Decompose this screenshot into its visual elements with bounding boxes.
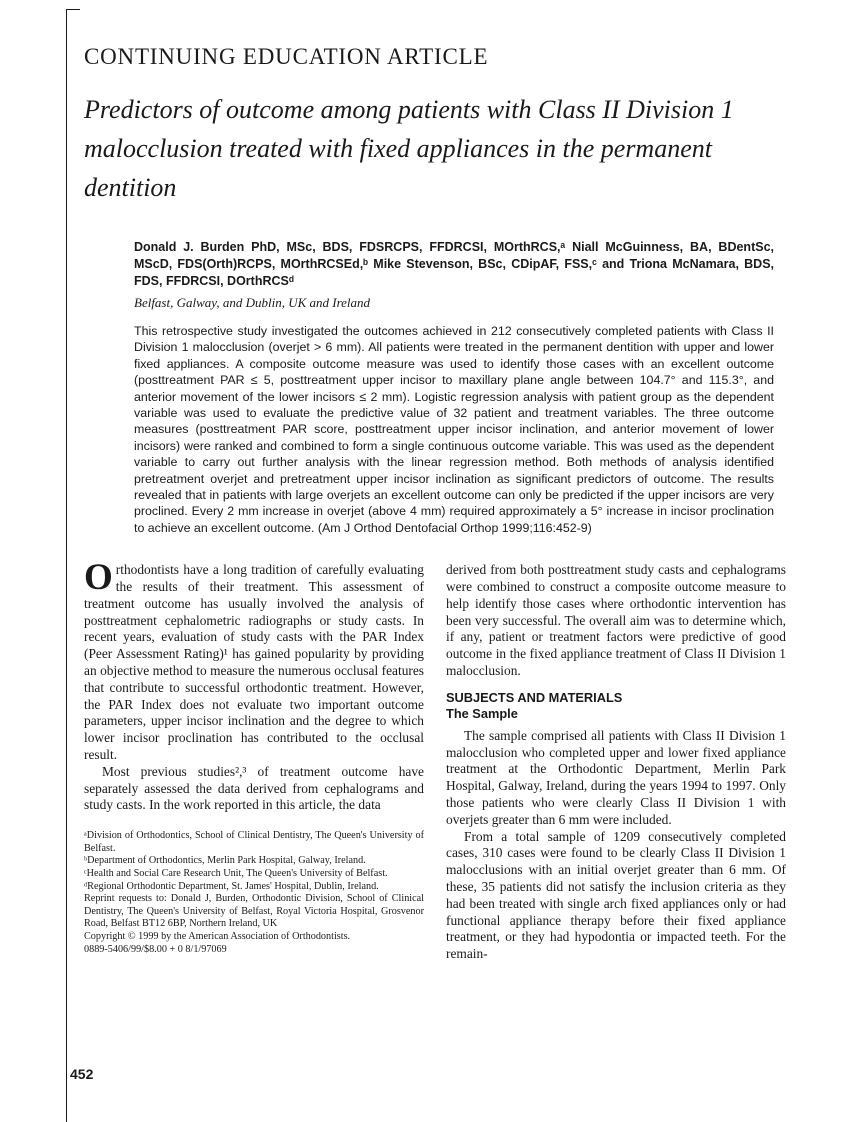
body-paragraph: derived from both posttreatment study casts and cephalograms were combined to construct a composite outcome measure to help identify those cases where orthodontic intervention has been very successful. The overall aim was to determine which, if any, patient or treatment factors were predictive of good outcome in the fixed appliance treatment of Class II Division 1 malocclusion. bbox=[446, 562, 786, 679]
footnote: ᵃDivision of Orthodontics, School of Clinical Dentistry, The Queen's University of Belfast. bbox=[84, 830, 424, 854]
abstract: This retrospective study investigated the outcomes achieved in 212 consecutively completed patients with Class II Division 1 malocclusion (overjet > 6 mm). All patients were treated in the permanent dentition with upper and lower fixed appliances. A composite outcome measure was used to identify those cases with an excellent outcome (posttreatment PAR ≤ 5, posttreatment upper incisor to maxillary plane angle between 104.7° and 115.3°, and anterior movement of the lower incisors ≤ 2 mm). Logistic regression analysis with patient group as the dependent variable was used to evaluate the predictive value of 32 patient and treatment variables. The three outcome measures (posttreatment PAR score, posttreatment upper incisor inclination, and anterior movement of lower incisors) were ranked and combined to form a single continuous outcome variable. This was used as the dependent variable to carry out further analysis with the linear regression method. Both methods of analysis identified pretreatment overjet and pretreatment upper incisor inclination as significant predictors of outcome. The results revealed that in patients with large overjets an excellent outcome can only be predicted if the upper incisors are very proclined. Every 2 mm increase in overjet (above 4 mm) required approximately a 5° increase in incisor proclination to achieve an excellent outcome. (Am J Orthod Dentofacial Orthop 1999;116:452-9) bbox=[134, 324, 774, 535]
footnote: ᶜHealth and Social Care Research Unit, The Queen's University of Belfast. bbox=[84, 868, 388, 880]
footnote: ᵈRegional Orthodontic Department, St. James' Hospital, Dublin, Ireland. bbox=[84, 880, 379, 892]
body-paragraph: The sample comprised all patients with Class II Division 1 malocclusion who completed upper and lower fixed appliance treatment at the Orthodontic Department, Merlin Park Hospital, Galway, Ireland, during the years 1994 to 1997. Only those patients who were clearly Class II Division 1 with overjets greater than 6 mm were included. bbox=[446, 727, 786, 827]
drop-cap: O bbox=[84, 557, 113, 599]
body-paragraph: From a total sample of 1209 consecutively completed cases, 310 cases were found to be clearly Class II Division 1 malocclusions with an initial overjet greater than 6 mm. Of these, 35 patients did not satisfy the inclusion criteria as they had been treated with single arch fixed appliances only or had functional appliance therapy before their fixed appliance treatment, or they had hypodontia or impacted teeth. For the remain- bbox=[446, 828, 786, 962]
right-column bbox=[446, 562, 786, 963]
article-title: Predictors of outcome among patients with Class II Division 1 malocclusion treated with fixed appliances in the permanent dentition bbox=[84, 95, 734, 202]
author-affiliation-line: Belfast, Galway, and Dublin, UK and Ireland bbox=[134, 295, 371, 310]
section-heading-subjects-and-materials: SUBJECTS AND MATERIALS bbox=[446, 689, 623, 705]
footnote: ᵇDepartment of Orthodontics, Merlin Park Hospital, Galway, Ireland. bbox=[84, 855, 366, 867]
page-number: 452 bbox=[70, 1066, 94, 1082]
footnote-copyright: Copyright © 1999 by the American Association of Orthodontists. bbox=[84, 930, 351, 942]
left-column bbox=[84, 557, 424, 963]
article-category-header: CONTINUING EDUCATION ARTICLE bbox=[84, 44, 489, 69]
left-margin-rule bbox=[66, 9, 67, 1122]
body-paragraph: Most previous studies²,³ of treatment outcome have separately assessed the data derived from cephalograms and study casts. In the work reported in this article, the data bbox=[84, 763, 424, 813]
body-paragraph bbox=[84, 557, 424, 764]
page-content bbox=[84, 44, 786, 963]
footnote-issn-code: 0889-5406/99/$8.00 + 0 8/1/97069 bbox=[84, 943, 227, 955]
footnotes-block bbox=[84, 830, 424, 956]
paragraph-text: rthodontists have a long tradition of carefully evaluating the results of their treatment. This assessment of treatment outcome has usually involved the analysis of posttreatment cephalometric radiographs or study casts. In recent years, evaluation of study casts with the PAR Index (Peer Assessment Rating)¹ has gained popularity by providing an objective method to measure the numerous occlusal features that contribute to successful orthodontic treatment. However, the PAR Index does not evaluate two important outcome parameters, upper incisor inclination and the degree to which lower incisor proclination has contributed to the occlusal result. bbox=[84, 562, 424, 763]
author-list: Donald J. Burden PhD, MSc, BDS, FDSRCPS, FFDRCSI, MOrthRCS,ᵃ Niall McGuinness, BA, BDentSc, MScD, FDS(Orth)RCPS, MOrthRCSEd,ᵇ Mike Stevenson, BSc, CDipAF, FSS,ᶜ and Triona McNamara, BDS, FDS, FFDRCSI, DOrthRCSᵈ bbox=[134, 240, 774, 288]
sub-heading-the-sample: The Sample bbox=[446, 705, 518, 721]
footnote-reprint-requests: Reprint requests to: Donald J, Burden, Orthodontic Division, School of Clinical Dentistry, The Queen's University of Belfast, Royal Victoria Hospital, Grosvenor Road, Belfast BT12 6BP, Northern Ireland, UK bbox=[84, 893, 424, 930]
body-columns bbox=[84, 557, 786, 963]
left-margin-rule-tick bbox=[66, 9, 80, 10]
